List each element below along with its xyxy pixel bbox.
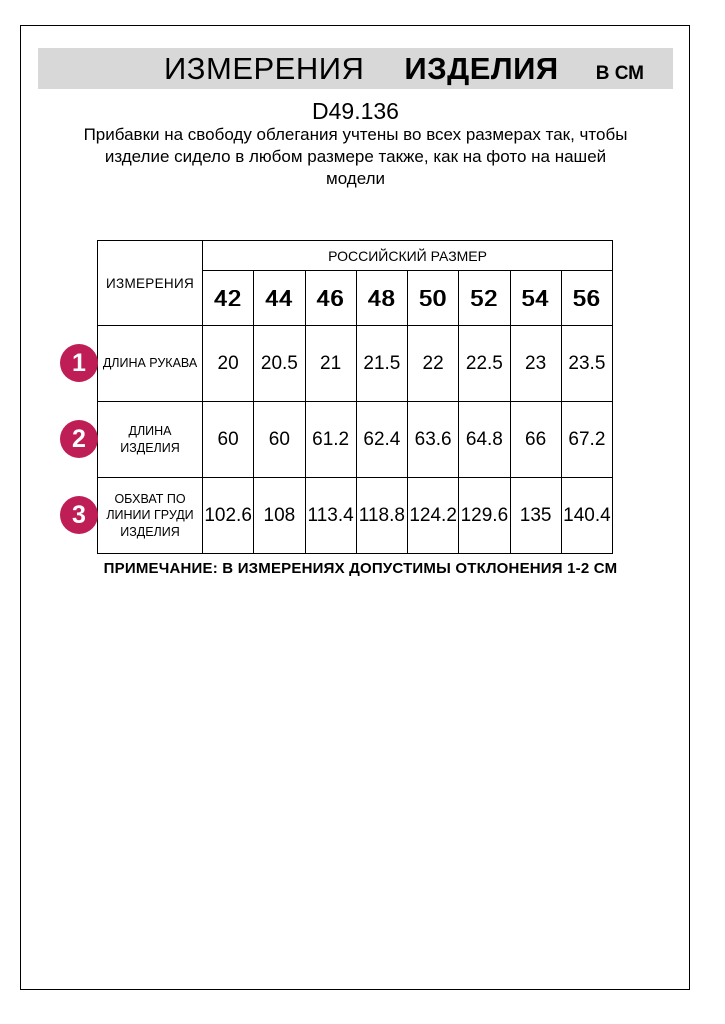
table-cell: 135	[510, 478, 561, 554]
table-cell: 21	[305, 326, 356, 402]
title-band	[38, 48, 673, 89]
size-table-container	[72, 240, 613, 554]
product-code: D49.136	[312, 98, 399, 124]
table-cell: 60	[203, 402, 254, 478]
table-row-sleeve-length	[98, 326, 613, 402]
size-header-56: 56	[561, 271, 612, 326]
table-cell: 124.2	[408, 478, 459, 554]
table-cell: 129.6	[459, 478, 510, 554]
table-cell: 64.8	[459, 402, 510, 478]
title-measurements: ИЗМЕРЕНИЯ	[164, 51, 365, 86]
table-cell: 63.6	[408, 402, 459, 478]
title-units: В СМ	[595, 63, 645, 84]
table-cell: 22.5	[459, 326, 510, 402]
table-cell: 67.2	[561, 402, 612, 478]
size-header-48: 48	[356, 271, 407, 326]
table-cell: 62.4	[356, 402, 407, 478]
size-header-50: 50	[408, 271, 459, 326]
description-line-2: изделие сидело в любом размере также, как на фото на нашей	[104, 147, 607, 166]
table-corner-label: ИЗМЕРЕНИЯ	[98, 241, 203, 326]
size-header-52: 52	[459, 271, 510, 326]
table-cell: 20	[203, 326, 254, 402]
size-header-54: 54	[510, 271, 561, 326]
table-cell: 23	[510, 326, 561, 402]
table-cell: 118.8	[356, 478, 407, 554]
size-table	[97, 240, 613, 554]
row-number-badge-3: 3	[60, 496, 98, 534]
table-cell: 113.4	[305, 478, 356, 554]
row-label-chest-girth: ОБХВАТ ПО ЛИНИИ ГРУДИ ИЗДЕЛИЯ	[98, 478, 203, 554]
size-header-44: 44	[254, 271, 305, 326]
table-cell: 140.4	[561, 478, 612, 554]
table-cell: 108	[254, 478, 305, 554]
row-number-badge-2: 2	[60, 420, 98, 458]
table-row-chest-girth	[98, 478, 613, 554]
table-header-group-row	[98, 241, 613, 271]
size-header-46: 46	[305, 271, 356, 326]
size-header-42: 42	[203, 271, 254, 326]
table-group-header: РОССИЙСКИЙ РАЗМЕР	[203, 241, 613, 271]
table-cell: 22	[408, 326, 459, 402]
row-label-item-length: ДЛИНА ИЗДЕЛИЯ	[98, 402, 203, 478]
table-cell: 66	[510, 402, 561, 478]
row-number-badge-1: 1	[60, 344, 98, 382]
note-text: ПРИМЕЧАНИЕ: В ИЗМЕРЕНИЯХ ДОПУСТИМЫ ОТКЛОНЕНИЯ 1-2 СМ	[103, 560, 618, 577]
row-label-sleeve-length: ДЛИНА РУКАВА	[98, 326, 203, 402]
description-line-3: модели	[326, 169, 385, 188]
table-cell: 60	[254, 402, 305, 478]
table-cell: 61.2	[305, 402, 356, 478]
table-cell: 23.5	[561, 326, 612, 402]
title-product: ИЗДЕЛИЯ	[404, 51, 559, 86]
fit-description	[38, 124, 673, 190]
description-line-1: Прибавки на свободу облегания учтены во всех размерах так, чтобы	[83, 125, 628, 144]
table-cell: 20.5	[254, 326, 305, 402]
table-cell: 21.5	[356, 326, 407, 402]
table-row-item-length	[98, 402, 613, 478]
table-cell: 102.6	[203, 478, 254, 554]
